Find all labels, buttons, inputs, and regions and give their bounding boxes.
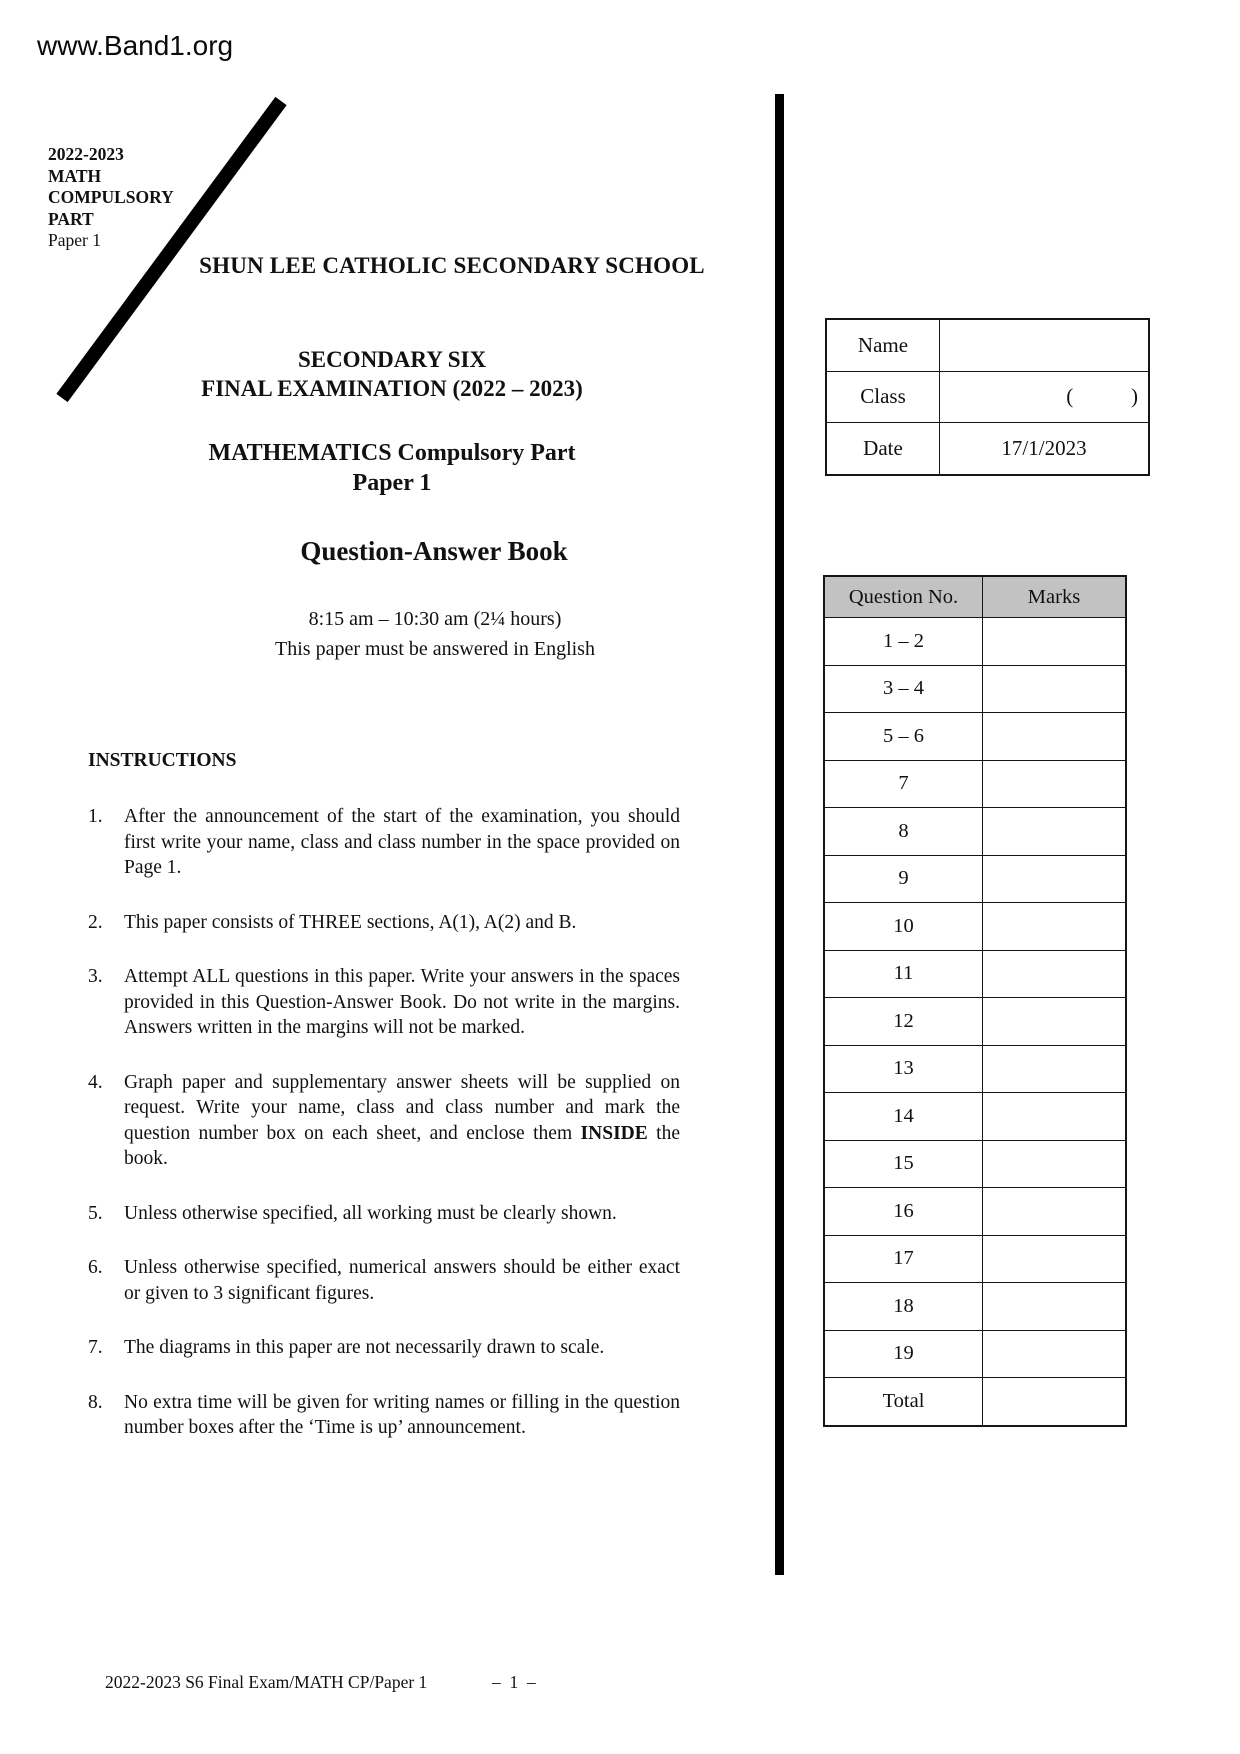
question-no-cell: 1 – 2 [824, 618, 983, 666]
marks-input-cell[interactable] [983, 1188, 1127, 1236]
footer-document-id: 2022-2023 S6 Final Exam/MATH CP/Paper 1 [105, 1672, 428, 1692]
instruction-number: 7. [88, 1337, 103, 1358]
student-info-table [825, 318, 1150, 476]
instruction-item-1 [88, 804, 680, 881]
instructions-heading: INSTRUCTIONS [88, 750, 237, 771]
question-no-cell: 14 [824, 1093, 983, 1141]
corner-label-part2: PART [48, 208, 94, 229]
question-no-cell: 3 – 4 [824, 665, 983, 713]
marks-input-cell[interactable] [983, 1283, 1127, 1331]
instruction-number: 4. [88, 1071, 103, 1093]
info-row-date [826, 423, 1149, 475]
corner-label-part1: COMPULSORY [48, 187, 174, 207]
subject-title-line1: MATHEMATICS Compulsory Part [208, 440, 576, 466]
instruction-item-2 [88, 910, 680, 936]
question-no-cell: 7 [824, 760, 983, 808]
marks-input-cell[interactable] [983, 1140, 1127, 1188]
class-label: Class [826, 371, 940, 423]
school-name: SHUN LEE CATHOLIC SECONDARY SCHOOL [199, 253, 705, 278]
instruction-text: Unless otherwise specified, numerical answers should be either exact or given to 3 significant figures. [124, 1257, 680, 1304]
marks-row [824, 665, 1126, 713]
instruction-text: The diagrams in this paper are not necessarily drawn to scale. [124, 1337, 605, 1358]
question-no-cell: 11 [824, 950, 983, 998]
total-marks-cell[interactable] [983, 1378, 1127, 1426]
instruction-text: After the announcement of the start of the examination, you should first write your name, class and class number in the space provided on Page 1. [124, 806, 680, 878]
marks-input-cell[interactable] [983, 855, 1127, 903]
instruction-text: No extra time will be given for writing names or filling in the question number boxes after the ‘Time is up’ announcement. [124, 1391, 680, 1438]
marks-input-cell[interactable] [983, 1045, 1127, 1093]
instruction-number: 6. [88, 1257, 103, 1278]
class-input-cell[interactable]: ( ) [940, 371, 1150, 423]
marks-input-cell[interactable] [983, 950, 1127, 998]
instruction-number: 8. [88, 1391, 103, 1413]
marks-input-cell[interactable] [983, 998, 1127, 1046]
marks-input-cell[interactable] [983, 808, 1127, 856]
instruction-item-4 [88, 1070, 680, 1172]
info-row-class [826, 371, 1149, 423]
name-input-cell[interactable] [940, 319, 1150, 371]
question-no-cell: 17 [824, 1235, 983, 1283]
instruction-number: 5. [88, 1202, 103, 1224]
marks-input-cell[interactable] [983, 1235, 1127, 1283]
subject-title [80, 439, 704, 498]
book-title: Question-Answer Book [300, 536, 568, 566]
name-label: Name [826, 319, 940, 371]
question-no-cell: 18 [824, 1283, 983, 1331]
instruction-number: 1. [88, 806, 103, 827]
marks-row [824, 998, 1126, 1046]
info-row-name [826, 319, 1149, 371]
marks-row [824, 1188, 1126, 1236]
subject-title-line2: Paper 1 [352, 469, 432, 496]
corner-label-year: 2022-2023 [48, 144, 124, 164]
vertical-divider [775, 94, 784, 1575]
marks-row [824, 1378, 1126, 1426]
question-no-cell: 9 [824, 855, 983, 903]
question-no-cell: 15 [824, 1140, 983, 1188]
marks-row [824, 950, 1126, 998]
date-label: Date [826, 423, 940, 475]
marks-row [824, 1140, 1126, 1188]
session-info [123, 604, 747, 664]
marks-input-cell[interactable] [983, 713, 1127, 761]
question-no-cell: 13 [824, 1045, 983, 1093]
marks-header-row [824, 576, 1126, 618]
marks-input-cell[interactable] [983, 760, 1127, 808]
instruction-text: Graph paper and supplementary answer sheets will be supplied on request. Write your name, class and class number and mark the question number box on each sheet, and enclose them INSIDE the book. [124, 1071, 681, 1169]
marks-row [824, 1235, 1126, 1283]
marks-input-cell[interactable] [983, 665, 1127, 713]
exam-title-line2: FINAL EXAMINATION (2022 – 2023) [201, 375, 583, 401]
instruction-item-6 [88, 1255, 680, 1306]
language-note: This paper must be answered in English [275, 638, 595, 660]
total-label-cell: Total [824, 1378, 983, 1426]
marks-row [824, 1283, 1126, 1331]
question-no-header: Question No. [824, 576, 983, 618]
marks-input-cell[interactable] [983, 903, 1127, 951]
marks-row [824, 903, 1126, 951]
instruction-item-8 [88, 1390, 680, 1441]
marks-row [824, 1045, 1126, 1093]
instructions-section [88, 748, 680, 1470]
marks-row [824, 808, 1126, 856]
instruction-item-7 [88, 1335, 680, 1361]
exam-corner-label [48, 144, 218, 252]
marks-table [823, 575, 1127, 1427]
exam-title-line1: SECONDARY SIX [297, 347, 487, 372]
question-no-cell: 12 [824, 998, 983, 1046]
marks-row [824, 760, 1126, 808]
instruction-text: This paper consists of THREE sections, A(1), A(2) and B. [124, 911, 577, 933]
marks-row [824, 1093, 1126, 1141]
instruction-item-3 [88, 964, 680, 1041]
marks-header: Marks [983, 576, 1127, 618]
corner-label-subject: MATH [48, 165, 102, 186]
page-number: – 1 – [492, 1672, 536, 1692]
instruction-number: 2. [88, 911, 103, 933]
question-no-cell: 19 [824, 1330, 983, 1378]
date-value: 17/1/2023 [940, 423, 1150, 475]
question-no-cell: 8 [824, 808, 983, 856]
marks-row [824, 1330, 1126, 1378]
marks-row [824, 713, 1126, 761]
site-watermark: www.Band1.org [37, 30, 234, 61]
instruction-text: Attempt ALL questions in this paper. Write your answers in the spaces provided in this Question-Answer Book. Do not write in the margins. Answers written in the margins will not be marked. [124, 966, 680, 1038]
marks-input-cell[interactable] [983, 1093, 1127, 1141]
instruction-number: 3. [88, 966, 103, 987]
marks-row [824, 855, 1126, 903]
corner-label-paper: Paper 1 [48, 230, 101, 250]
instruction-text: Unless otherwise specified, all working must be clearly shown. [124, 1202, 617, 1224]
question-no-cell: 5 – 6 [824, 713, 983, 761]
marks-row [824, 618, 1126, 666]
exam-time: 8:15 am – 10:30 am (2¼ hours) [308, 608, 562, 630]
question-no-cell: 16 [824, 1188, 983, 1236]
instruction-item-5 [88, 1201, 680, 1227]
question-no-cell: 10 [824, 903, 983, 951]
marks-input-cell[interactable] [983, 1330, 1127, 1378]
exam-title [80, 346, 704, 403]
marks-input-cell[interactable] [983, 618, 1127, 666]
